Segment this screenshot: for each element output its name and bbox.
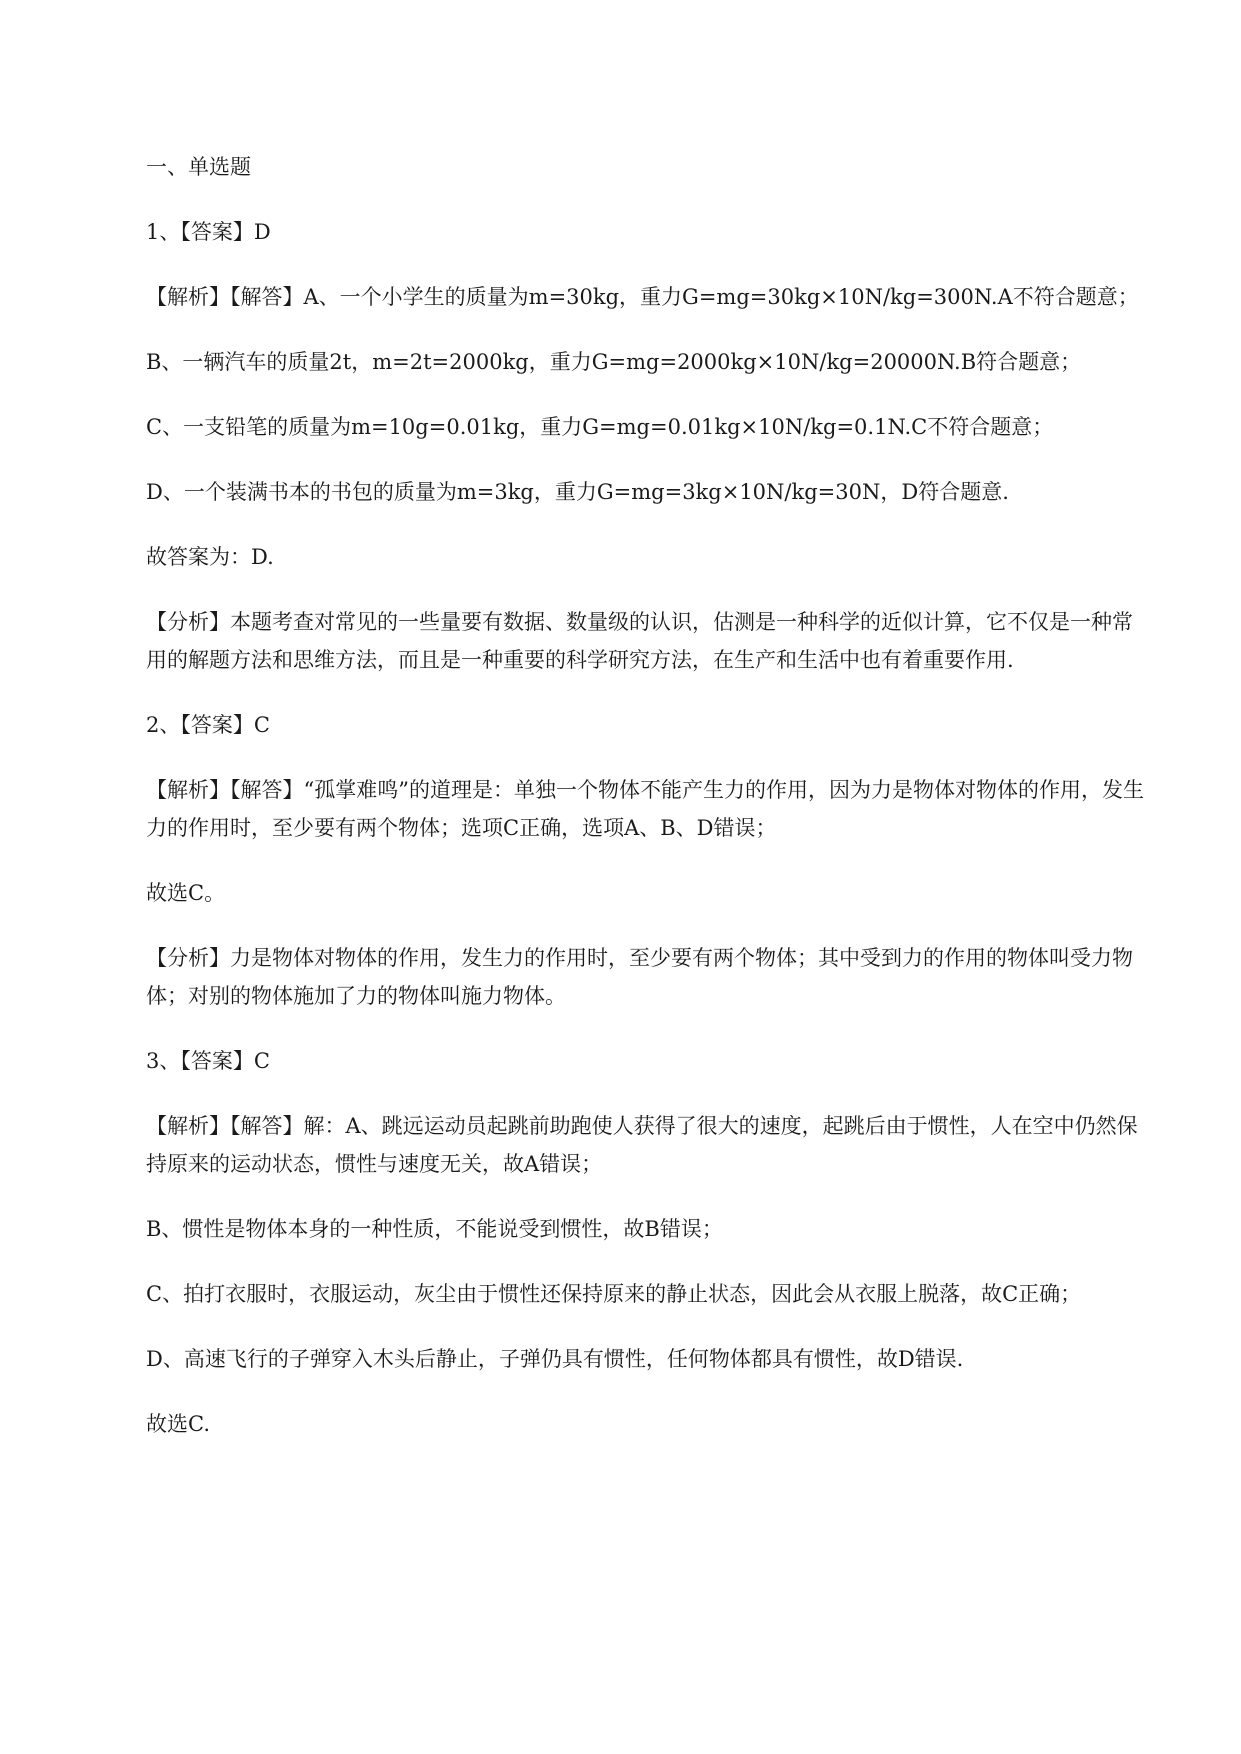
q2-answer: 2、【答案】C (146, 713, 270, 737)
q3-analysis-line-c: C、拍打衣服时，衣服运动，灰尘由于惯性还保持原来的静止状态，因此会从衣服上脱落，故C正确； (146, 1282, 1082, 1306)
q3-conclusion: 故选C. (146, 1412, 210, 1436)
q1-analysis-line-b: B、一辆汽车的质量2t，m=2t=2000kg，重力G=mg=2000kg×10N/kg=20000N.B符合题意； (146, 350, 1082, 374)
section-title: 一、单选题 (146, 155, 251, 179)
q3-analysis-line-a: 【解析】【解答】解：A、跳远运动员起跳前助跑使人获得了很大的速度，起跳后由于惯性，人在空中仍然保持原来的运动状态，惯性与速度无关，故A错误； (146, 1114, 1138, 1176)
q1-conclusion: 故答案为：D. (146, 545, 274, 569)
q1-answer: 1、【答案】D (146, 220, 271, 244)
q1-analysis-line-a: 【解析】【解答】A、一个小学生的质量为m=30kg，重力G=mg=30kg×10N/kg=300N.A不符合题意； (146, 285, 1139, 309)
q3-analysis-line-d: D、高速飞行的子弹穿入木头后静止，子弹仍具有惯性，任何物体都具有惯性，故D错误. (146, 1347, 964, 1371)
q2-analysis: 【解析】【解答】“孤掌难鸣”的道理是：单独一个物体不能产生力的作用，因为力是物体对物体的作用，发生力的作用时，至少要有两个物体；选项C正确，选项A、B、D错误； (146, 778, 1144, 840)
answer-content (146, 148, 1146, 1443)
q3-analysis-line-b: B、惯性是物体本身的一种性质，不能说受到惯性，故B错误； (146, 1217, 723, 1241)
q1-comment: 【分析】本题考查对常见的一些量要有数据、数量级的认识，估测是一种科学的近似计算，它不仅是一种常用的解题方法和思维方法，而且是一种重要的科学研究方法，在生产和生活中也有着重要作用. (146, 610, 1133, 672)
q1-analysis-line-d: D、一个装满书本的书包的质量为m=3kg，重力G=mg=3kg×10N/kg=30N，D符合题意. (146, 480, 1009, 504)
q1-analysis-line-c: C、一支铅笔的质量为m=10g=0.01kg，重力G=mg=0.01kg×10N/kg=0.1N.C不符合题意； (146, 415, 1054, 439)
q3-answer: 3、【答案】C (146, 1049, 270, 1073)
q2-conclusion: 故选C。 (146, 881, 226, 905)
q2-comment: 【分析】力是物体对物体的作用，发生力的作用时，至少要有两个物体；其中受到力的作用的物体叫受力物体；对别的物体施加了力的物体叫施力物体。 (146, 946, 1133, 1008)
